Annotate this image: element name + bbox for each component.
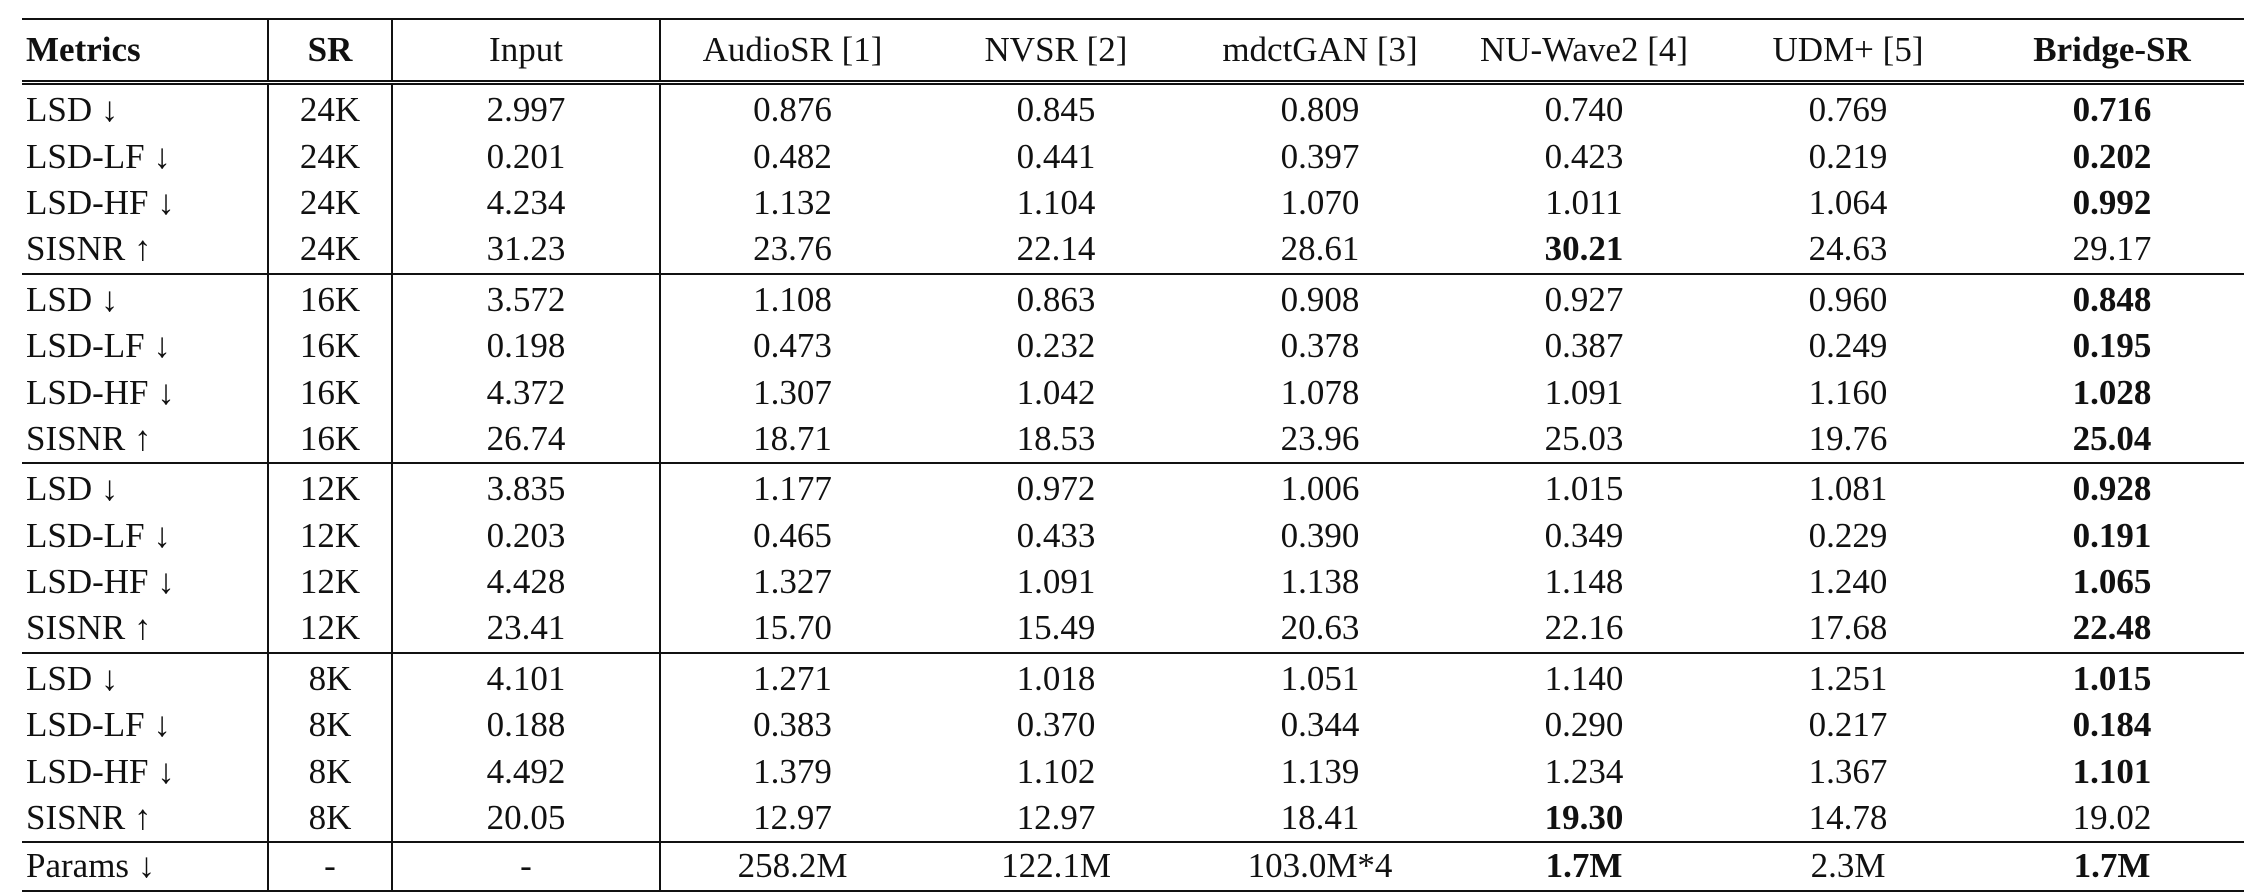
table-row [22,513,2244,559]
cell-metric: LSD ↓ [26,279,119,319]
cell-nu-wave2: 0.740 [1544,90,1624,130]
cell-metric: LSD ↓ [26,658,119,698]
cell-mdctgan: 0.390 [1280,515,1360,555]
cell-udm-plus: 0.217 [1808,705,1888,745]
table-row [22,795,2244,842]
cell-mdctgan: 1.078 [1280,372,1360,412]
cell-udm-plus: 19.76 [1716,416,1980,463]
cell-bridge-sr: 19.02 [1980,795,2244,842]
cell-udm-plus: 1.160 [1808,372,1888,412]
cell-nu-wave2: 1.148 [1544,562,1624,602]
cell-sr: - [268,842,392,890]
cell-input: 2.997 [392,83,660,134]
cell-sr: 12K [268,513,392,559]
cell-nu-wave2: 0.423 [1544,136,1624,176]
cell-sr: 16K [268,274,392,323]
table-body [22,83,2244,891]
cell-input: 23.41 [392,605,660,652]
cell-bridge-sr: 25.04 [1980,416,2244,463]
cell-mdctgan: 1.138 [1280,562,1360,602]
cell-udm-plus: 1.367 [1808,751,1888,791]
cell-input: 3.572 [392,274,660,323]
cell-nvsr: 0.972 [1016,469,1096,509]
cell-metric: SISNR ↑ [22,795,268,842]
table-row [22,83,2244,134]
cell-input: 0.188 [392,702,660,748]
cell-audiosr: 1.327 [660,559,924,605]
table-row [22,463,2244,512]
cell-metric: LSD-LF ↓ [26,326,171,366]
cell-nvsr: 1.102 [1016,751,1096,791]
table-row [22,559,2244,605]
cell-mdctgan: 0.397 [1280,136,1360,176]
cell-input: 4.492 [392,748,660,794]
table-row [22,323,2244,369]
cell-sr: 12K [268,605,392,652]
table-row [22,226,2244,273]
cell-udm-plus: 17.68 [1716,605,1980,652]
cell-nvsr: 0.441 [1016,136,1096,176]
cell-nu-wave2: 22.16 [1452,605,1716,652]
cell-sr: 16K [268,369,392,415]
cell-nu-wave2: 0.387 [1544,326,1624,366]
cell-audiosr: 0.473 [660,323,924,369]
cell-mdctgan: 20.63 [1188,605,1452,652]
cell-input: 0.198 [392,323,660,369]
cell-audiosr: 0.876 [660,83,924,134]
cell-input: 4.234 [392,180,660,226]
cell-nvsr: 0.863 [1016,279,1096,319]
cell-nu-wave2: 1.011 [1545,182,1623,222]
cell-metric: LSD-HF ↓ [26,372,175,412]
cell-audiosr: 15.70 [660,605,924,652]
cell-sr: 24K [268,180,392,226]
cell-bridge-sr: 0.202 [2072,136,2152,176]
cell-nu-wave2: 0.927 [1544,279,1624,319]
table-row [22,605,2244,652]
cell-sr: 8K [268,702,392,748]
cell-mdctgan: 0.344 [1280,705,1360,745]
cell-metric: SISNR ↑ [22,605,268,652]
cell-mdctgan: 1.070 [1280,182,1360,222]
header-sr: SR [268,19,392,83]
cell-bridge-sr: 1.028 [2072,372,2152,412]
cell-nvsr: 0.845 [1016,90,1096,130]
header-row [22,19,2244,83]
cell-udm-plus: 1.064 [1808,182,1888,222]
cell-udm-plus: 0.769 [1808,90,1888,130]
cell-sr: 8K [268,748,392,794]
cell-nvsr: 15.49 [924,605,1188,652]
cell-metric: LSD-HF ↓ [26,182,175,222]
cell-bridge-sr: 1.7M [1980,842,2244,890]
cell-sr: 24K [268,133,392,179]
cell-nvsr: 1.042 [1016,372,1096,412]
cell-nvsr: 0.232 [1016,326,1096,366]
cell-mdctgan: 1.006 [1280,469,1360,509]
cell-nvsr: 1.104 [1016,182,1096,222]
cell-metric: LSD-LF ↓ [26,705,171,745]
cell-audiosr: 1.271 [660,653,924,702]
cell-metric: LSD ↓ [26,469,119,509]
cell-nu-wave2: 0.290 [1544,705,1624,745]
cell-bridge-sr: 0.191 [2072,515,2152,555]
cell-metric: LSD ↓ [26,90,119,130]
cell-sr: 24K [268,226,392,273]
cell-udm-plus: 0.229 [1808,515,1888,555]
cell-audiosr: 0.383 [660,702,924,748]
table-row [22,274,2244,323]
cell-sr: 16K [268,416,392,463]
cell-bridge-sr: 0.716 [2072,90,2152,130]
cell-audiosr: 1.379 [660,748,924,794]
table-row [22,416,2244,463]
table-row [22,133,2244,179]
cell-mdctgan: 1.051 [1280,658,1360,698]
table-row [22,842,2244,890]
cell-bridge-sr: 29.17 [1980,226,2244,273]
cell-metric: LSD-HF ↓ [26,562,175,602]
cell-input: 4.101 [392,653,660,702]
header-nvsr: NVSR [2] [924,19,1188,83]
cell-sr: 24K [268,83,392,134]
cell-input: 3.835 [392,463,660,512]
cell-metric: SISNR ↑ [22,226,268,273]
cell-audiosr: 1.132 [660,180,924,226]
cell-nu-wave2: 19.30 [1452,795,1716,842]
results-table-container [22,18,2244,892]
cell-input: 31.23 [392,226,660,273]
cell-nu-wave2: 1.015 [1544,469,1624,509]
cell-udm-plus: 0.219 [1808,136,1888,176]
cell-input: 0.201 [392,133,660,179]
cell-sr: 8K [268,795,392,842]
cell-input: 20.05 [392,795,660,842]
cell-nvsr: 122.1M [924,842,1188,890]
cell-input: - [392,842,660,890]
cell-input: 0.203 [392,513,660,559]
cell-metric: LSD-LF ↓ [26,136,171,176]
cell-metric: LSD-LF ↓ [26,515,171,555]
table-row [22,369,2244,415]
cell-audiosr: 23.76 [660,226,924,273]
cell-nvsr: 22.14 [924,226,1188,273]
cell-bridge-sr: 0.992 [2072,182,2152,222]
cell-udm-plus: 24.63 [1716,226,1980,273]
header-udm-plus: UDM+ [5] [1716,19,1980,83]
cell-mdctgan: 0.908 [1280,279,1360,319]
table-header [22,19,2244,83]
cell-audiosr: 1.108 [660,274,924,323]
cell-audiosr: 258.2M [660,842,924,890]
cell-nu-wave2: 30.21 [1452,226,1716,273]
cell-mdctgan: 0.378 [1280,326,1360,366]
cell-nu-wave2: 25.03 [1452,416,1716,463]
cell-udm-plus: 1.240 [1808,562,1888,602]
cell-udm-plus: 0.960 [1808,279,1888,319]
cell-udm-plus: 1.081 [1808,469,1888,509]
cell-audiosr: 1.177 [660,463,924,512]
table-row [22,180,2244,226]
cell-bridge-sr: 1.065 [2072,562,2152,602]
cell-input: 4.372 [392,369,660,415]
cell-bridge-sr: 1.101 [2072,751,2152,791]
cell-bridge-sr: 0.928 [2072,469,2152,509]
cell-audiosr: 0.482 [660,133,924,179]
header-audiosr: AudioSR [1] [660,19,924,83]
cell-mdctgan: 103.0M*4 [1188,842,1452,890]
cell-metric: Params ↓ [22,842,268,890]
cell-nvsr: 1.091 [1016,562,1096,602]
cell-audiosr: 12.97 [660,795,924,842]
cell-bridge-sr: 0.195 [2072,326,2152,366]
header-nu-wave2: NU-Wave2 [4] [1452,19,1716,83]
cell-udm-plus: 2.3M [1716,842,1980,890]
cell-nu-wave2: 1.140 [1544,658,1624,698]
cell-nu-wave2: 0.349 [1544,515,1624,555]
cell-nvsr: 0.370 [1016,705,1096,745]
cell-audiosr: 0.465 [660,513,924,559]
cell-input: 26.74 [392,416,660,463]
table-row [22,653,2244,702]
cell-audiosr: 18.71 [660,416,924,463]
cell-mdctgan: 0.809 [1280,90,1360,130]
cell-mdctgan: 23.96 [1188,416,1452,463]
cell-sr: 8K [268,653,392,702]
cell-mdctgan: 18.41 [1188,795,1452,842]
header-mdctgan: mdctGAN [3] [1188,19,1452,83]
header-bridge-sr: Bridge-SR [1980,19,2244,83]
cell-sr: 12K [268,559,392,605]
cell-nu-wave2: 1.091 [1544,372,1624,412]
cell-mdctgan: 1.139 [1280,751,1360,791]
cell-nvsr: 1.018 [1016,658,1096,698]
table-row [22,702,2244,748]
header-input: Input [392,19,660,83]
cell-sr: 12K [268,463,392,512]
cell-nvsr: 12.97 [924,795,1188,842]
cell-bridge-sr: 1.015 [2072,658,2152,698]
cell-bridge-sr: 0.184 [2072,705,2152,745]
cell-audiosr: 1.307 [660,369,924,415]
cell-udm-plus: 1.251 [1808,658,1888,698]
header-metrics: Metrics [22,19,268,83]
table-row [22,748,2244,794]
cell-nu-wave2: 1.234 [1544,751,1624,791]
cell-sr: 16K [268,323,392,369]
cell-metric: LSD-HF ↓ [26,751,175,791]
results-table [22,18,2244,892]
cell-bridge-sr: 0.848 [2072,279,2152,319]
cell-input: 4.428 [392,559,660,605]
cell-udm-plus: 0.249 [1808,326,1888,366]
cell-nvsr: 0.433 [1016,515,1096,555]
cell-udm-plus: 14.78 [1716,795,1980,842]
cell-nvsr: 18.53 [924,416,1188,463]
cell-nu-wave2: 1.7M [1452,842,1716,890]
cell-mdctgan: 28.61 [1188,226,1452,273]
cell-bridge-sr: 22.48 [1980,605,2244,652]
cell-metric: SISNR ↑ [22,416,268,463]
